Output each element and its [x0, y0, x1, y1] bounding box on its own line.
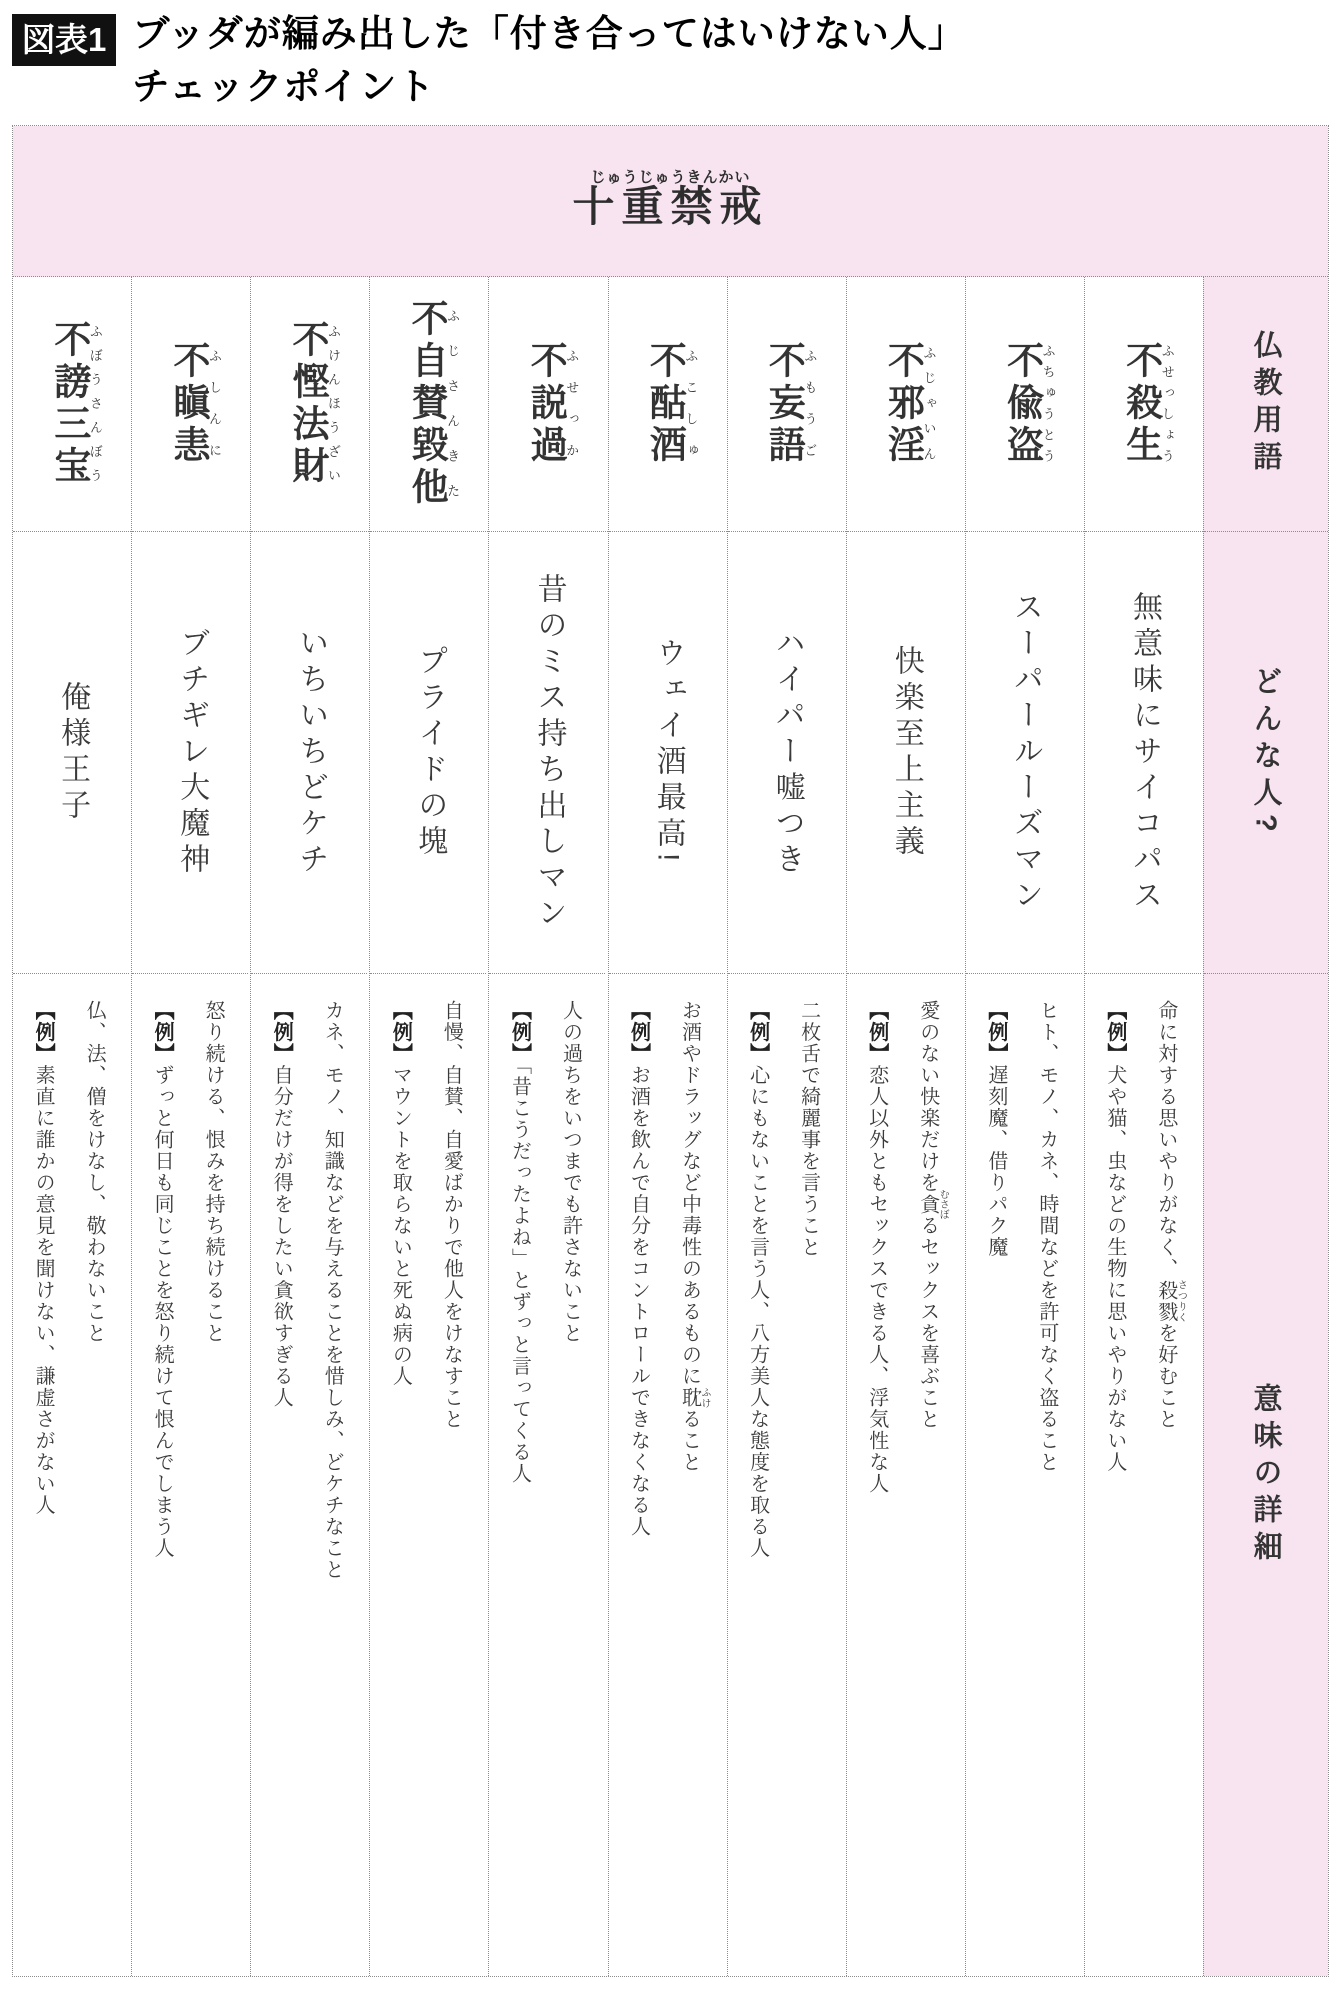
term-furigana: ふしんに — [206, 341, 222, 467]
person-cell — [489, 531, 607, 973]
example-label: 【例】 — [508, 1000, 531, 1065]
row-header-detail: 意味の詳細 — [1249, 1382, 1282, 1568]
term-furigana: ふこしゅ — [683, 341, 699, 467]
precepts-table — [12, 125, 1329, 1977]
term-furigana: ふじゃいん — [921, 341, 937, 467]
detail-description: ヒト、モノ、カネ、時間などを許可なく盗ること — [1035, 1000, 1058, 1473]
example-label: 【例】 — [151, 1000, 174, 1065]
term-text: 不殺生 — [1120, 341, 1162, 467]
term-text: 不瞋恚 — [167, 341, 209, 467]
person-text: ハイパー嘘つき — [770, 626, 804, 879]
term-cell — [1085, 277, 1203, 531]
example-label: 【例】 — [389, 1000, 412, 1065]
detail-cell — [847, 973, 963, 1976]
page-title-line-1: ブッダが編み出した「付き合ってはいけない人」 — [132, 13, 966, 54]
detail-example-line — [732, 1000, 783, 1960]
example-text: 自分だけが得をしたい貪欲すぎる人 — [270, 1064, 293, 1409]
term-cell — [13, 277, 131, 531]
example-text: マウントを取らないと死ぬ病の人 — [389, 1064, 412, 1387]
row-header-column — [1203, 277, 1328, 1976]
person-text: ブチギレ大魔神 — [175, 626, 209, 879]
precept-column — [488, 277, 607, 1976]
person-cell — [370, 531, 488, 973]
detail-cell — [1085, 973, 1201, 1976]
example-label: 【例】 — [865, 1000, 888, 1065]
precept-column — [1084, 277, 1203, 1976]
term-cell — [847, 277, 965, 531]
person-text: 快楽至上主義 — [889, 644, 923, 861]
banner-text: 十重禁戒 — [572, 182, 769, 230]
term-text: 不偸盗 — [1001, 341, 1043, 467]
example-label: 【例】 — [32, 1000, 55, 1065]
person-text: ウェイ酒最高! — [651, 637, 685, 868]
row-header-person-cell — [1204, 531, 1328, 973]
example-label: 【例】 — [984, 1000, 1007, 1065]
detail-example-line — [255, 1000, 306, 1960]
term-cell — [251, 277, 369, 531]
row-header-person: どんな人? — [1249, 665, 1282, 840]
example-text: 素直に誰かの意見を聞けない、謙虚さがない人 — [32, 1064, 55, 1516]
detail-description: 愛のない快楽だけを貪むさぼるセックスを喜ぶこと — [916, 1000, 949, 1430]
page-title-line-2: チェックポイント — [132, 65, 436, 107]
example-text: 「昔こうだったよね」とずっと言ってくる人 — [508, 1064, 531, 1485]
buddhist-term — [637, 341, 698, 467]
row-header-term: 仏教用語 — [1249, 330, 1282, 478]
buddhist-term — [995, 341, 1056, 467]
detail-description: 怒り続ける、恨みを持ち続けること — [202, 1000, 225, 1344]
term-cell — [489, 277, 607, 531]
detail-description: 自慢、自賛、自愛ばかりで他人をけなすこと — [440, 1000, 463, 1430]
precept-column — [965, 277, 1084, 1976]
person-cell — [13, 531, 131, 973]
detail-cell — [609, 973, 725, 1976]
example-label: 【例】 — [746, 1000, 769, 1065]
detail-description: 命に対する思いやりがなく、殺戮さつりくを好むこと — [1154, 1000, 1187, 1430]
detail-example-line — [613, 1000, 664, 1960]
person-cell — [251, 531, 369, 973]
example-label: 【例】 — [627, 1000, 650, 1065]
figure-label: 図表1 — [12, 14, 116, 66]
term-text: 不謗三宝 — [48, 320, 90, 488]
term-cell — [966, 277, 1084, 531]
term-furigana: ふけんほうざい — [326, 320, 342, 488]
term-text: 不慳法財 — [287, 320, 329, 488]
person-cell — [609, 531, 727, 973]
term-cell — [132, 277, 250, 531]
term-furigana: ふじさんきた — [445, 299, 461, 509]
buddhist-term — [42, 320, 103, 488]
detail-example-line — [1089, 1000, 1140, 1960]
term-cell — [370, 277, 488, 531]
person-cell — [132, 531, 250, 973]
precept-column — [250, 277, 369, 1976]
buddhist-term — [876, 341, 937, 467]
buddhist-term — [756, 341, 817, 467]
person-text: 無意味にサイコパス — [1127, 590, 1161, 915]
row-header-detail-cell — [1204, 973, 1328, 1976]
term-furigana: ふせっしょう — [1159, 341, 1175, 467]
term-text: 不自賛毀他 — [406, 299, 448, 509]
person-cell — [728, 531, 846, 973]
term-text: 不邪淫 — [882, 341, 924, 467]
detail-description: 仏、法、僧をけなし、敬わないこと — [83, 1000, 106, 1344]
detail-description: カネ、モノ、知識などを与えることを惜しみ、どケチなこと — [321, 1000, 344, 1581]
precept-column — [369, 277, 488, 1976]
page-title — [132, 8, 965, 113]
detail-description: 人の過ちをいつまでも許さないこと — [559, 1000, 582, 1344]
detail-example-line — [851, 1000, 902, 1960]
table-banner — [13, 126, 1328, 277]
buddhist-term — [1114, 341, 1175, 467]
buddhist-term — [161, 341, 222, 467]
detail-example-line — [17, 1000, 68, 1960]
detail-cell — [728, 973, 844, 1976]
precept-column — [131, 277, 250, 1976]
detail-cell — [13, 973, 129, 1976]
person-text: スーパールーズマン — [1008, 590, 1042, 915]
person-text: 昔のミス持ち出しマン — [532, 572, 566, 933]
person-cell — [847, 531, 965, 973]
detail-example-line — [493, 1000, 544, 1960]
person-text: プライドの塊 — [413, 644, 447, 861]
example-label: 【例】 — [1103, 1000, 1126, 1065]
example-text: 遅刻魔、借りパク魔 — [984, 1064, 1007, 1258]
term-furigana: ふぼうさんぼう — [87, 320, 103, 488]
person-text: 俺様王子 — [56, 680, 90, 825]
example-text: お酒を飲んで自分をコントロールできなくなる人 — [627, 1064, 650, 1538]
example-text: ずっと何日も同じことを怒り続けて恨んでしまう人 — [151, 1064, 174, 1559]
precept-column — [846, 277, 965, 1976]
precept-column — [608, 277, 727, 1976]
term-cell — [728, 277, 846, 531]
person-text: いちいちどケチ — [294, 626, 328, 879]
precept-column — [13, 277, 131, 1976]
term-text: 不酤酒 — [644, 341, 686, 467]
detail-cell — [251, 973, 367, 1976]
detail-cell — [966, 973, 1082, 1976]
term-text: 不妄語 — [763, 341, 805, 467]
example-text: 犬や猫、虫などの生物に思いやりがない人 — [1103, 1064, 1126, 1473]
figure-header — [0, 0, 1340, 113]
precept-column — [727, 277, 846, 1976]
detail-cell — [132, 973, 248, 1976]
banner-furigana: じゅうじゅうきんかい — [572, 168, 769, 186]
term-furigana: ふもうご — [802, 341, 818, 467]
example-text: 心にもないことを言う人、八方美人な態度を取る人 — [746, 1064, 769, 1559]
detail-description: 二枚舌で綺麗事を言うこと — [797, 1000, 820, 1258]
buddhist-term — [280, 320, 341, 488]
person-cell — [966, 531, 1084, 973]
example-label: 【例】 — [270, 1000, 293, 1065]
row-header-term-cell — [1204, 277, 1328, 531]
term-furigana: ふせっか — [564, 341, 580, 467]
term-text: 不説過 — [525, 341, 567, 467]
example-text: 恋人以外ともセックスできる人、浮気性な人 — [865, 1064, 888, 1495]
detail-example-line — [970, 1000, 1021, 1960]
term-furigana: ふちゅうとう — [1040, 341, 1056, 467]
banner-title — [572, 169, 768, 234]
buddhist-term — [399, 299, 460, 509]
person-cell — [1085, 531, 1203, 973]
detail-cell — [370, 973, 486, 1976]
detail-example-line — [374, 1000, 425, 1960]
table-body — [13, 277, 1328, 1976]
buddhist-term — [518, 341, 579, 467]
term-cell — [609, 277, 727, 531]
detail-example-line — [136, 1000, 187, 1960]
detail-description: お酒やドラッグなど中毒性のあるものに耽ふけること — [678, 1000, 711, 1473]
detail-cell — [489, 973, 605, 1976]
